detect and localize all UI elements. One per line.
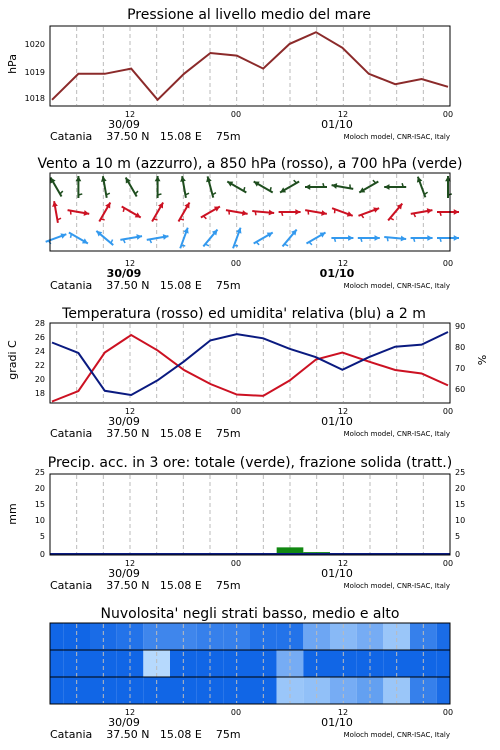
x-tick-label: 00 <box>230 259 242 268</box>
wind-arrow <box>147 234 169 243</box>
cloud-title: Nuvolosita' negli strati basso, medio e alto <box>100 606 400 622</box>
wind-arrow-feather <box>101 219 105 220</box>
wind-arrow-feather <box>373 180 376 183</box>
rh-ytick-label: 90 <box>455 322 466 331</box>
wind-arrow <box>179 202 190 221</box>
wind-arrow-feather <box>323 183 324 187</box>
panel-wind <box>37 156 462 292</box>
wind-arrow <box>233 228 241 249</box>
temp-ytick-label: 28 <box>34 319 45 328</box>
pressure-ytick-label: 1019 <box>24 68 45 77</box>
wind-arrow-feather <box>414 238 415 242</box>
wind-arrow-head <box>454 235 459 241</box>
x-tick-label: 12 <box>337 559 349 568</box>
cloud-cell <box>50 623 63 650</box>
x-tick-label: 00 <box>442 407 454 416</box>
panel-temperature <box>6 306 489 440</box>
cloud-cell <box>437 623 450 650</box>
wind-arrow <box>358 207 379 218</box>
date-label: 01/10 <box>319 267 355 280</box>
wind-arrow-feather <box>284 244 288 246</box>
x-tick-label: 00 <box>230 559 242 568</box>
wind-arrow-head <box>348 235 353 241</box>
precip-ytick-label-right: 10 <box>455 516 466 525</box>
temp-title: Temperatura (rosso) ed umidita' relativa (blu) a 2 m <box>62 306 426 322</box>
x-tick-label: 00 <box>442 708 454 717</box>
pressure-yticks <box>25 40 45 103</box>
pressure-title: Pressione al livello medio del mare <box>127 7 371 23</box>
location-label: Catania 37.50 N 15.08 E 75m <box>50 579 241 592</box>
precip-ytick-label-right: 0 <box>455 550 461 559</box>
precip-xaxis <box>50 559 453 592</box>
wind-arrow-feather <box>390 218 394 220</box>
x-tick-label: 12 <box>337 259 349 268</box>
wind-arrow-feather <box>244 187 245 191</box>
temp-yticks <box>35 319 465 398</box>
wind-arrow-feather <box>270 187 271 191</box>
x-tick-label: 12 <box>124 110 136 119</box>
pressure-frame <box>50 26 450 106</box>
wind-arrow <box>68 210 90 216</box>
x-tick-label: 00 <box>442 559 454 568</box>
wind-arrow-feather <box>180 219 184 220</box>
date-label: 01/10 <box>321 716 353 729</box>
temp-ytick-label: 26 <box>34 333 45 342</box>
wind-arrow <box>305 183 327 190</box>
credit-label: Moloch model, CNR-ISAC, Italy <box>343 133 450 141</box>
wind-arrow <box>384 183 406 190</box>
precip-frame <box>50 474 450 555</box>
wind-arrow <box>254 233 273 245</box>
x-tick-label: 12 <box>337 407 349 416</box>
precip-title: Precip. acc. in 3 ore: totale (verde), frazione solida (tratt.) <box>47 455 453 471</box>
precip-ylabel: mm <box>6 503 19 525</box>
wind-arrow <box>46 233 67 244</box>
x-tick-label: 12 <box>124 407 136 416</box>
credit-label: Moloch model, CNR-ISAC, Italy <box>343 282 450 290</box>
wind-arrow <box>120 234 142 243</box>
wind-arrow-head <box>269 210 274 216</box>
precip-ytick-label: 10 <box>34 516 45 525</box>
location-label: Catania 37.50 N 15.08 E 75m <box>50 130 241 143</box>
wind-arrow-feather <box>255 211 256 215</box>
wind-arrow <box>76 176 83 198</box>
wind-arrow-head <box>427 235 432 241</box>
temp-ylabel: gradi C <box>6 340 19 380</box>
wind-arrow <box>69 233 88 244</box>
panel-precipitation <box>6 455 465 592</box>
date-label: 01/10 <box>321 118 353 131</box>
precip-ytick-label-right: 5 <box>455 532 461 541</box>
precip-ytick-label-right: 25 <box>455 468 466 477</box>
wind-arrow <box>155 176 162 198</box>
location-label: Catania 37.50 N 15.08 E 75m <box>50 427 241 440</box>
wind-arrow-feather <box>361 215 363 218</box>
credit-label: Moloch model, CNR-ISAC, Italy <box>343 430 450 438</box>
x-tick-label: 00 <box>230 110 242 119</box>
wind-arrow <box>306 233 325 245</box>
rh-ytick-label: 60 <box>455 385 466 394</box>
wind-arrow-feather <box>256 242 259 245</box>
wind-arrow <box>180 228 188 249</box>
pressure-gridlines <box>52 27 448 105</box>
x-tick-label: 00 <box>442 259 454 268</box>
wind-arrow <box>180 176 189 198</box>
pressure-ytick-label: 1018 <box>24 94 45 103</box>
credit-label: Moloch model, CNR-ISAC, Italy <box>343 582 450 590</box>
wind-arrow <box>126 177 138 196</box>
wind-arrow-feather <box>205 244 209 246</box>
wind-arrow-head <box>375 235 380 241</box>
wind-arrow <box>51 177 63 196</box>
wind-arrow-feather <box>123 208 124 212</box>
x-tick-label: 12 <box>124 708 136 717</box>
rh-ylabel: % <box>476 354 489 366</box>
temp-ytick-label: 18 <box>34 389 45 398</box>
date-label: 30/09 <box>108 716 140 729</box>
wind-arrow-feather <box>309 242 312 245</box>
panel-cloud <box>50 606 453 741</box>
wind-arrow <box>305 210 327 216</box>
x-tick-label: 12 <box>124 259 136 268</box>
wind-arrow-feather <box>78 194 82 195</box>
date-label: 30/09 <box>106 267 142 280</box>
wind-arrow-feather <box>361 238 362 242</box>
wind-arrow-feather <box>402 183 403 187</box>
precip-gridlines <box>77 475 424 554</box>
wind-arrow-head <box>384 184 389 190</box>
panel-pressure <box>6 7 453 143</box>
x-tick-label: 12 <box>124 559 136 568</box>
pressure-series-line <box>52 32 448 100</box>
wind-arrow-feather <box>334 238 335 242</box>
wind-arrow-feather <box>387 237 388 241</box>
wind-arrow-feather <box>60 191 63 194</box>
precip-ytick-label: 5 <box>39 532 45 541</box>
credit-label: Moloch model, CNR-ISAC, Italy <box>343 731 450 739</box>
x-tick-label: 00 <box>230 708 242 717</box>
precip-ytick-label: 15 <box>34 500 45 509</box>
cloud-cell <box>50 677 63 704</box>
wind-arrow-feather <box>424 192 427 194</box>
wind-arrow <box>152 202 163 221</box>
wind-arrow <box>445 176 452 198</box>
wind-arrow-feather <box>154 219 158 220</box>
date-label: 01/10 <box>321 415 353 428</box>
cloud-cell <box>437 677 450 704</box>
date-label: 30/09 <box>108 118 140 131</box>
temp-ytick-label: 20 <box>34 375 45 384</box>
wind-arrow-head <box>305 184 310 190</box>
wind-arrow <box>101 176 110 198</box>
x-tick-label: 12 <box>337 708 349 717</box>
wind-arrow <box>411 208 433 217</box>
precip-ytick-label-right: 20 <box>455 484 466 493</box>
wind-arrow <box>206 176 216 197</box>
precip-ytick-label: 0 <box>39 550 45 559</box>
precip-ytick-label-right: 15 <box>455 500 466 509</box>
wind-arrow <box>122 207 141 218</box>
precip-ytick-label: 25 <box>34 468 45 477</box>
rh-ytick-label: 70 <box>455 364 466 373</box>
temp-ytick-label: 24 <box>34 347 45 356</box>
cloud-heatmap <box>50 623 450 704</box>
wind-arrow-feather <box>294 180 297 183</box>
wind-arrow-head <box>295 209 300 215</box>
wind-arrow-feather <box>111 240 113 244</box>
date-label: 30/09 <box>108 567 140 580</box>
wind-arrow <box>99 202 110 221</box>
wind-title: Vento a 10 m (azzurro), a 850 hPa (rosso), a 700 hPa (verde) <box>37 156 463 172</box>
wind-arrow <box>358 235 380 242</box>
wind-arrow-head <box>454 209 459 215</box>
cloud-cell <box>437 650 450 677</box>
temp-xaxis <box>50 407 453 440</box>
wind-arrow-feather <box>203 216 206 219</box>
wind-arrow-feather <box>158 194 162 195</box>
wind-arrow <box>384 236 406 242</box>
humidity-series-line <box>52 332 448 395</box>
wind-arrow <box>437 209 459 216</box>
wind-arrow-head <box>401 236 406 242</box>
precip-ytick-label: 20 <box>34 484 45 493</box>
wind-xaxis <box>50 259 453 292</box>
date-label: 30/09 <box>108 415 140 428</box>
wind-arrow <box>388 204 402 221</box>
wind-arrow-feather <box>440 238 441 242</box>
wind-arrow <box>332 208 353 216</box>
date-label: 01/10 <box>321 567 353 580</box>
cloud-xaxis <box>50 708 453 741</box>
wind-arrow-head <box>155 176 161 181</box>
temp-ytick-label: 22 <box>34 361 45 370</box>
rh-ytick-label: 80 <box>455 343 466 352</box>
wind-arrow-feather <box>440 212 441 216</box>
pressure-ylabel: hPa <box>6 54 19 74</box>
wind-arrow <box>437 235 459 242</box>
x-tick-label: 00 <box>442 110 454 119</box>
location-label: Catania 37.50 N 15.08 E 75m <box>50 279 241 292</box>
wind-arrow <box>359 180 378 192</box>
cloud-cell <box>50 650 63 677</box>
x-tick-label: 12 <box>337 110 349 119</box>
x-tick-label: 00 <box>230 407 242 416</box>
pressure-xaxis <box>50 110 453 143</box>
wind-arrow <box>331 235 353 242</box>
wind-arrow <box>332 183 354 189</box>
wind-arrow-feather <box>135 191 138 194</box>
wind-frame <box>50 173 450 251</box>
wind-arrow <box>411 235 433 242</box>
location-label: Catania 37.50 N 15.08 E 75m <box>50 728 241 741</box>
pressure-ytick-label: 1020 <box>24 40 45 49</box>
wind-arrow <box>52 201 61 223</box>
precip-yticks <box>35 468 465 559</box>
wind-arrow <box>417 177 428 198</box>
wind-arrow <box>96 231 113 245</box>
wind-arrow-feather <box>282 212 283 216</box>
wind-arrow-feather <box>70 234 71 238</box>
